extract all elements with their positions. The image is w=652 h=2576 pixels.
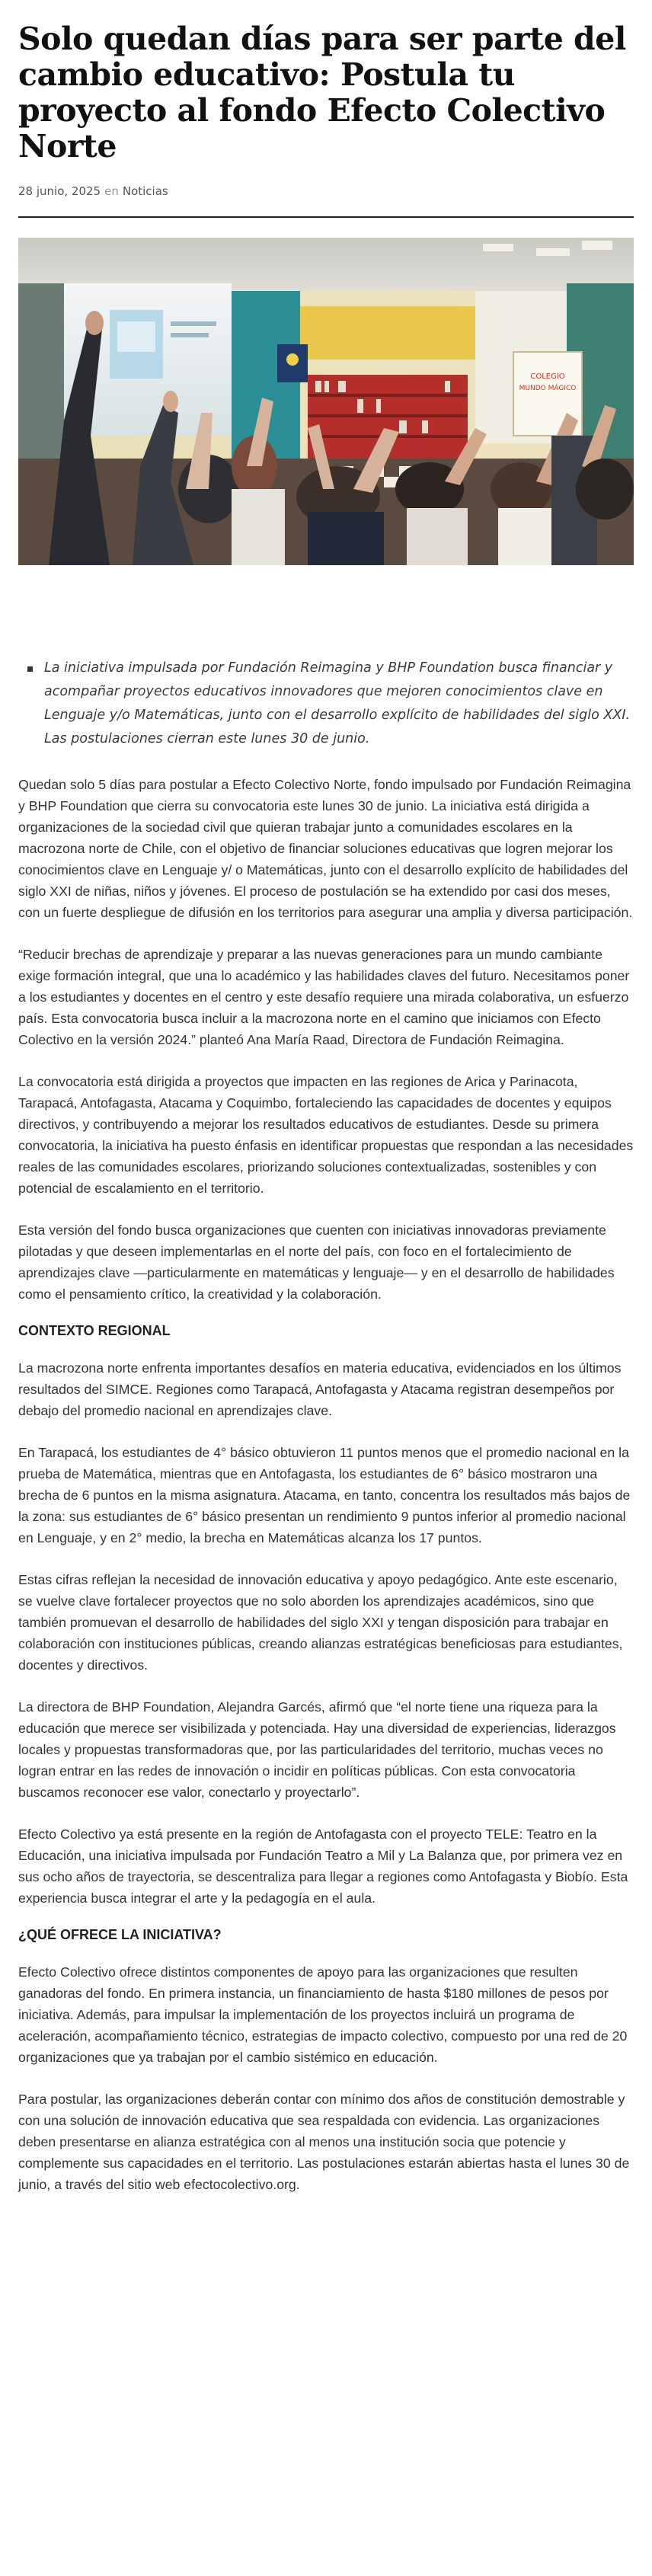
paragraph: En Tarapacá, los estudiantes de 4° básico obtuvieron 11 puntos menos que el promedio nacional en la prueba de Matemática, mientras que en Antofagasta, los estudiantes de 6° básico mostraron una brecha de 6 puntos en la misma asignatura. Atacama, en tanto, concentra los resultados más bajos de la zona: sus estudiantes de 6° básico presentan un rendimiento 9 puntos inferior al promedio nacional en Lenguaje, y en 2° medio, la brecha en Matemáticas alcanza los 17 puntos. [18, 1445, 631, 1545]
paragraph: Estas cifras reflejan la necesidad de innovación educativa y apoyo pedagógico. Ante este escenario, se vuelve clave fortalecer proyectos que no solo aborden los aprendizajes académicos, sino que también promuevan el desarrollo de habilidades del siglo XXI y tengan disposición para trabajar en colaboración con instituciones públicas, creando alianzas estratégicas beneficiosas para estudiantes, docentes y directivos. [18, 1572, 623, 1673]
poster-text-1: COLEGIO [530, 372, 565, 381]
article-title: Solo quedan días para ser parte del cambio educativo: Postula tu proyecto al fondo Efecto Colectivo Norte [18, 21, 626, 165]
paragraph: Efecto Colectivo ofrece distintos componentes de apoyo para las organizaciones que resulten ganadoras del fondo. En primera instancia, un financiamiento de hasta $180 millones de pesos por iniciativa. Además, para impulsar la implementación de los proyectos incluirá un programa de aceleración, acompañamiento técnico, estrategias de impacto colectivo, compuesto por una red de 20 organizaciones que ya trabajan por el cambio sistémico en educación. [18, 1964, 628, 2065]
paragraph: La macrozona norte enfrenta importantes desafíos en materia educativa, evidenciados en los últimos resultados del SIMCE. Regiones como Tarapacá, Antofagasta y Atacama registran desempeños por debajo del promedio nacional en aprendizajes clave. [18, 1360, 622, 1418]
article-body [18, 774, 634, 2195]
lead-text: La iniciativa impulsada por Fundación Reimagina y BHP Foundation busca financiar y acompañar proyectos educativos innovadores que mejoren conocimientos clave en Lenguaje y/o Matemáticas, junto con el desarrollo explícito de habilidades del siglo XXI. Las postulaciones cierran este lunes 30 de junio. [44, 660, 631, 746]
paragraph: Esta versión del fondo busca organizaciones que cuenten con iniciativas innovadoras previamente pilotadas y que deseen implementarlas en el norte del país, con foco en el fortalecimiento de aprendizajes clave —particularmente en matemáticas y lenguaje— y en el desarrollo de habilidades como el pensamiento crítico, la creatividad y la colaboración. [18, 1222, 615, 1302]
article-date: 28 junio, 2025 [18, 184, 101, 198]
paragraph: La convocatoria está dirigida a proyectos que impacten en las regiones de Arica y Parinacota, Tarapacá, Antofagasta, Atacama y Coquimbo, fortaleciendo las capacidades de docentes y equipos directivos, y contribuyendo a mejorar los resultados educativos de estudiantes. Desde su primera convocatoria, la iniciativa ha puesto énfasis en identificar propuestas que respondan a las necesidades reales de las comunidades escolares, priorizando soluciones contextualizadas, sostenibles y con potencial de escalamiento en el territorio. [18, 1074, 634, 1196]
lead-summary [18, 657, 634, 751]
section-heading-offer: ¿QUÉ OFRECE LA INICIATIVA? [18, 1927, 222, 1942]
poster-text-2: MUNDO MÁGICO [519, 385, 577, 392]
paragraph: La directora de BHP Foundation, Alejandra Garcés, afirmó que “el norte tiene una riqueza para la educación que merece ser visibilizada y potenciada. Hay una diversidad de experiencias, liderazgos locales y propuestas transformadoras que, por las particularidades del territorio, muchas veces no logran entrar en las redes de innovación o incidir en políticas públicas. Con esta convocatoria buscamos reconocer ese valor, conectarlo y proyectarlo”. [18, 1699, 616, 1800]
meta-in-word: en [104, 184, 119, 198]
paragraph: “Reducir brechas de aprendizaje y preparar a las nuevas generaciones para un mundo cambiante exige formación integral, que una lo académico y las habilidades claves del futuro. Necesitamos poner a los estudiantes y docentes en el centro y este desafío requiere una mirada colaborativa, un esfuerzo país. Esta convocatoria busca incluir a la macrozona norte en el camino que iniciamos con Efecto Colectivo en la versión 2024.” planteó Ana María Raad, Directora de Fundación Reimagina. [18, 947, 630, 1047]
paragraph: Para postular, las organizaciones deberán contar con mínimo dos años de constitución demostrable y con una solución de innovación educativa que sea respaldada con evidencia. Las organizaciones deben presentarse en alianza estratégica con al menos una institución socia que potencie y complemente sus capacidades en el territorio. Las postulaciones estarán abiertas hasta el lunes 30 de junio, a través del sitio web efectocolectivo.org. [18, 2092, 630, 2192]
hero-image [18, 238, 634, 565]
lead-item [44, 657, 634, 751]
bullet-icon [27, 666, 33, 672]
paragraph: Efecto Colectivo ya está presente en la región de Antofagasta con el proyecto TELE: Teatro en la Educación, una iniciativa impulsada por Fundación Teatro a Mil y La Balanza que, por primera vez en sus ocho años de trayectoria, se descentraliza para llegar a regiones como Antofagasta y Biobío. Esta experiencia busca integrar el arte y la pedagogía en el aula. [18, 1827, 628, 1906]
section-heading-context: CONTEXTO REGIONAL [18, 1323, 171, 1338]
article-meta [18, 184, 634, 218]
category-link[interactable]: Noticias [122, 184, 168, 198]
paragraph: Quedan solo 5 días para postular a Efecto Colectivo Norte, fondo impulsado por Fundación Reimagina y BHP Foundation que cierra su convocatoria este lunes 30 de junio. La iniciativa está dirigida a organizaciones de la sociedad civil que quieran trabajar junto a comunidades escolares en la macrozona norte de Chile, con el objetivo de financiar soluciones educativas que logren mejorar los conocimientos clave en Lenguaje y/ o Matemáticas, junto con el desarrollo explícito de habilidades del siglo XXI de niñas, niños y jóvenes. El proceso de postulación se ha extendido por casi dos meses, con un fuerte despliegue de difusión en los territorios para asegurar una amplia y diversa participación. [18, 777, 633, 920]
